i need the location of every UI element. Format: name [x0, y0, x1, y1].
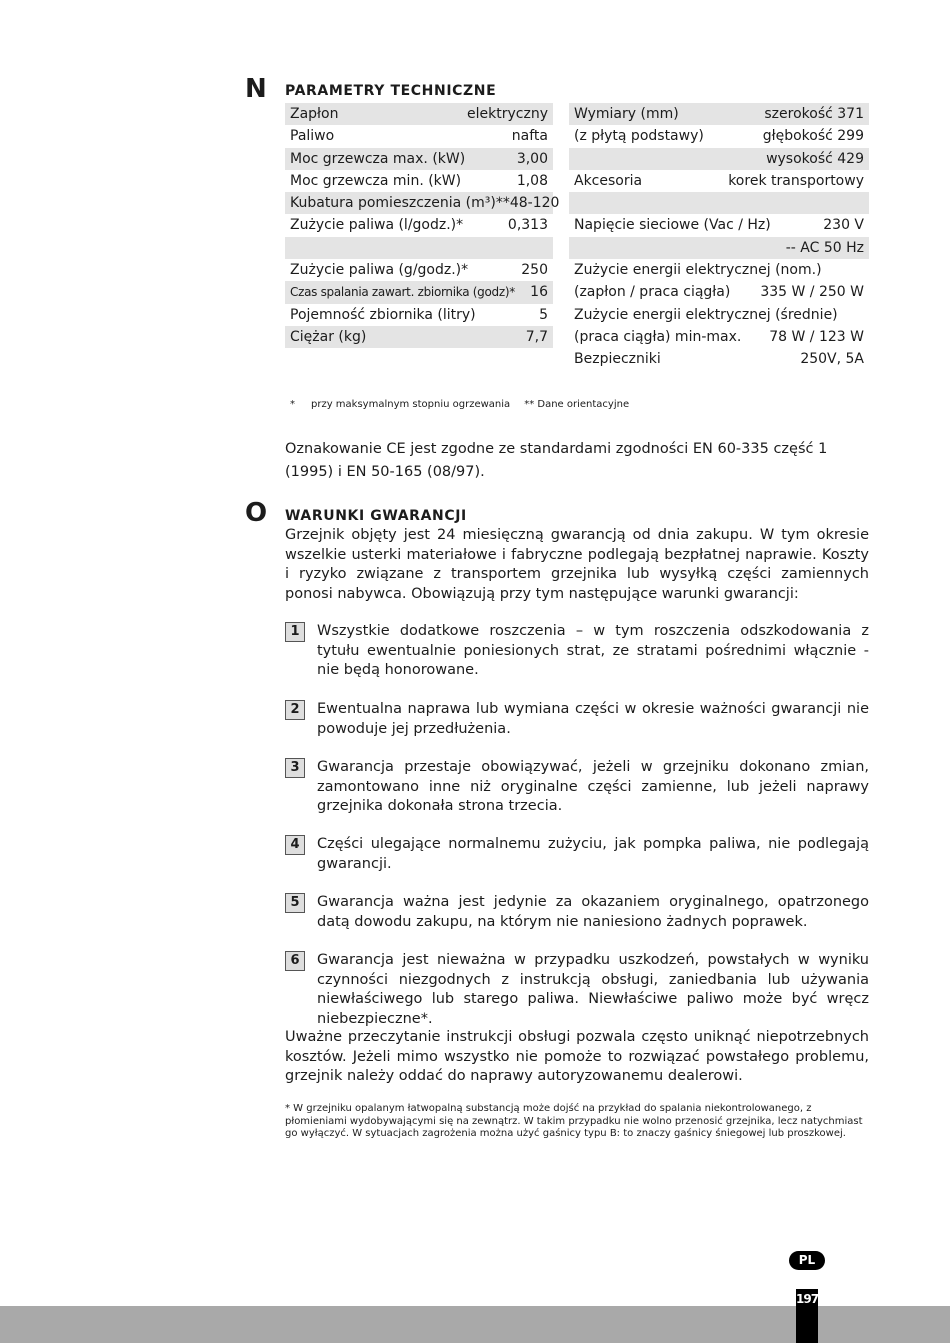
condition-text: Wszystkie dodatkowe roszczenia – w tym roszczenia odszkodowania z tytułu ewentualnie poniesionych strat, ze stratami pośrednimi włącznie - nie będą honorowane.: [317, 623, 869, 678]
spec-row: [569, 125, 869, 147]
spec-label: Zużycie energii elektrycznej (średnie): [574, 306, 838, 323]
spec-row: [285, 214, 553, 236]
spec-row: [285, 304, 553, 326]
spec-row: [569, 304, 869, 326]
warranty-intro: Grzejnik objęty jest 24 miesięczną gwarancją od dnia zakupu. W tym okresie wszelkie usterki materiałowe i fabryczne podlegają bezpłatnej naprawie. Koszty i ryzyko związane z transportem grzejnika lub wysyłką części zamiennych ponosi nabywca. Obowiązują przy tym następujące warunki gwarancji:: [285, 527, 869, 602]
condition-text: Gwarancja jest nieważna w przypadku uszkodzeń, powstałych w wyniku czynności niezgodnych z instrukcją obsługi, zaniedbania lub używania niewłaściwego lub starego paliwa. Niewłaściwe paliwo może być wręcz niebezpieczne*.: [317, 952, 869, 1027]
spec-row: [285, 125, 553, 147]
section-o-title: WARUNKI GWARANCJI: [285, 508, 467, 524]
spec-value: 16: [530, 284, 548, 301]
spec-label: Bezpieczniki: [574, 351, 661, 368]
spec-row: [569, 103, 869, 125]
spec-row: [285, 148, 553, 170]
section-n-letter: N: [245, 74, 267, 104]
spec-value: 250: [521, 262, 548, 279]
spec-value: szerokość 371: [764, 106, 864, 122]
footnote-double-star-text: ** Dane orientacyjne: [524, 399, 630, 410]
language-badge: PL: [789, 1251, 825, 1270]
condition-number-box: 5: [285, 893, 305, 913]
condition-number-box: 1: [285, 622, 305, 642]
section-o-letter: O: [245, 498, 268, 528]
spec-value: 335 W / 250 W: [760, 284, 864, 301]
spec-value: korek transportowy: [728, 172, 864, 189]
spec-value: głębokość 299: [762, 128, 864, 145]
spec-value: 3,00: [516, 150, 548, 167]
spec-table-left: [285, 103, 560, 348]
spec-label: Zużycie energii elektrycznej (nom.): [574, 262, 822, 279]
spec-label: Zużycie paliwa (l/godz.)*: [290, 217, 464, 234]
spec-row: [569, 326, 869, 348]
spec-value: elektryczny: [467, 106, 548, 122]
condition-text: Części ulegające normalnemu zużyciu, jak pompka paliwa, nie podlegają gwarancji.: [317, 836, 869, 872]
spec-label: Pojemność zbiornika (litry): [290, 306, 476, 323]
safety-footnote: * W grzejniku opalanym łatwopalną substancją może dojść na przykład do spalania niekontrolowanego, z płomieniami wydobywającymi się na zewnątrz. W takim przypadku nie wolno przenosić grzejnika, lecz natychmiast go wyłączyć. W sytuacjach zagrożenia można użyć gaśnicy typu B: to znaczy gaśnicy śniegowej lub proszkowej.: [285, 1103, 863, 1139]
spec-row: [569, 281, 869, 303]
footnote-star-marker: *: [290, 399, 295, 410]
condition-text: Gwarancja ważna jest jedynie za okazaniem oryginalnego, opatrzonego datą dowodu zakupu, na którym nie naniesiono żadnych poprawek.: [317, 894, 869, 930]
spec-row: [569, 170, 869, 192]
spec-row: [569, 192, 869, 214]
spec-row: [285, 259, 553, 281]
spec-row: [285, 326, 553, 348]
spec-label: Moc grzewcza max. (kW): [290, 150, 466, 167]
spec-value: nafta: [511, 128, 548, 145]
spec-value: 48-120: [509, 195, 560, 212]
spec-label: Kubatura pomieszczenia (m³)**: [290, 195, 510, 212]
footnote-star-text: przy maksymalnym stopniu ogrzewania: [311, 399, 511, 410]
spec-footnotes: [290, 399, 629, 410]
spec-row: [569, 148, 869, 170]
spec-value: wysokość 429: [766, 150, 864, 167]
section-n-title: PARAMETRY TECHNICZNE: [285, 83, 497, 99]
condition-number-box: 2: [285, 700, 305, 720]
spec-value: 0,313: [507, 217, 548, 234]
spec-value: 1,08: [516, 172, 548, 189]
spec-row: [285, 192, 560, 214]
spec-label: (praca ciągła) min-max.: [574, 328, 742, 345]
condition-number-box: 4: [285, 835, 305, 855]
spec-value: 230 V: [823, 217, 864, 234]
spec-label: Ciężar (kg): [290, 328, 367, 345]
condition-text: Gwarancja przestaje obowiązywać, jeżeli w grzejniku dokonano zmian, zamontowano inne niż oryginalne części zamienne, lub jeżeli naprawy grzejnika dokonała strona trzecia.: [317, 759, 869, 814]
page-number: 197: [796, 1292, 819, 1306]
spec-label: (zapłon / praca ciągła): [574, 284, 731, 301]
spec-row: [569, 348, 869, 370]
spec-row: [285, 237, 553, 259]
spec-label: Wymiary (mm): [574, 106, 679, 122]
ce-statement: Oznakowanie CE jest zgodne ze standardami zgodności EN 60-335 część 1 (1995) i EN 50-165 (08/97).: [285, 441, 828, 480]
spec-label: Paliwo: [290, 128, 335, 145]
spec-row: [285, 281, 553, 303]
spec-row: [569, 259, 869, 281]
condition-number-box: 6: [285, 951, 305, 971]
spec-label: Napięcie sieciowe (Vac / Hz): [574, 217, 771, 234]
spec-table-right: [569, 103, 869, 371]
spec-label: Akcesoria: [574, 172, 643, 189]
spec-value: 250V, 5A: [800, 351, 864, 368]
condition-number-box: 3: [285, 758, 305, 778]
spec-label: Zużycie paliwa (g/godz.)*: [290, 262, 469, 279]
spec-row: [569, 237, 869, 259]
spec-row: [569, 214, 869, 236]
spec-row: [285, 170, 553, 192]
spec-value: 78 W / 123 W: [769, 328, 864, 345]
spec-label: Czas spalania zawart. zbiornika (godz)*: [290, 285, 515, 300]
condition-text: Ewentualna naprawa lub wymiana części w okresie ważności gwarancji nie powoduje jej przedłużenia.: [317, 701, 869, 737]
spec-row: [285, 103, 553, 125]
spec-value: 5: [539, 306, 548, 323]
spec-label: Zapłon: [290, 106, 339, 122]
spec-label: (z płytą podstawy): [574, 128, 704, 145]
spec-value: 7,7: [525, 328, 548, 345]
spec-label: Moc grzewcza min. (kW): [290, 172, 462, 189]
spec-value: -- AC 50 Hz: [785, 239, 864, 256]
warranty-closing: Uważne przeczytanie instrukcji obsługi pozwala często uniknąć niepotrzebnych kosztów. Jeżeli mimo wszystko nie pomoże to rozwiązać powstałego problemu, grzejnik należy oddać do naprawy autoryzowanemu dealerowi.: [285, 1029, 869, 1084]
